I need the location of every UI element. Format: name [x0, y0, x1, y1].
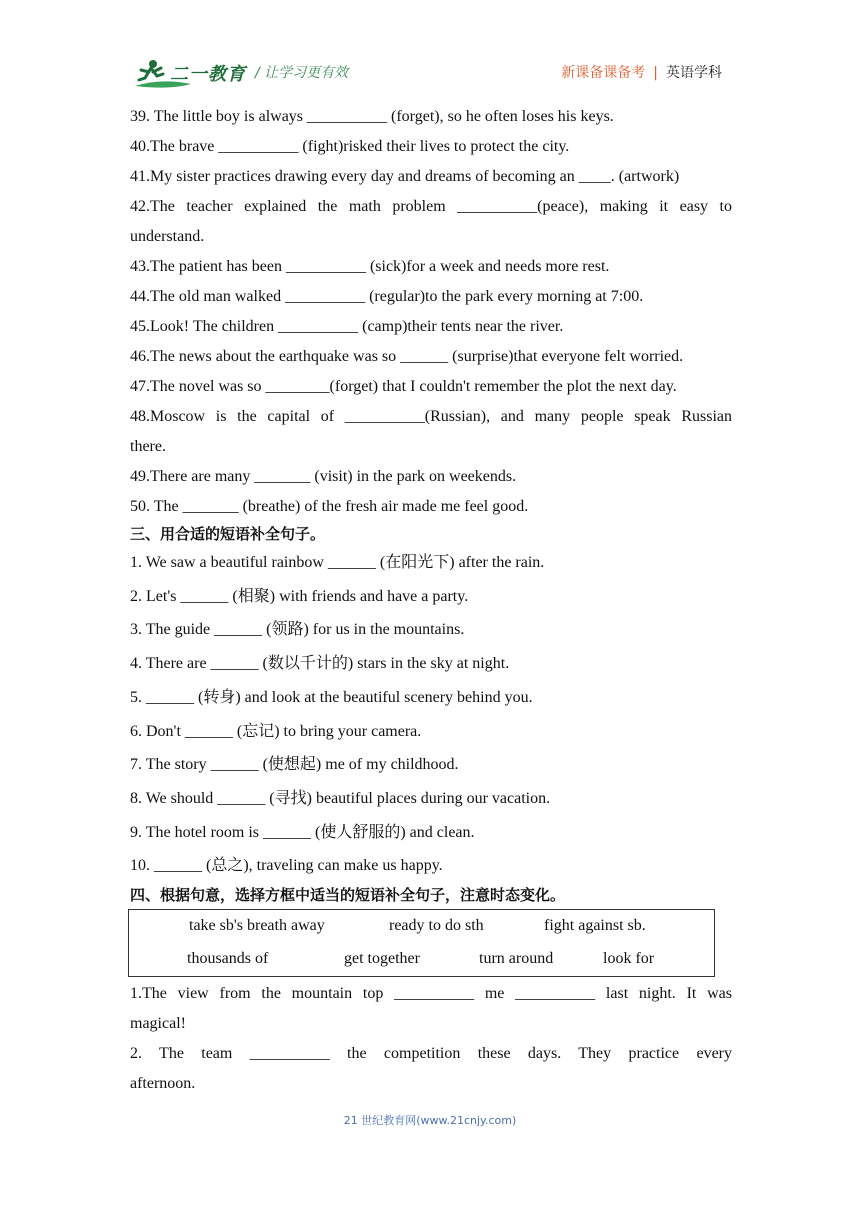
word-option: get together: [344, 950, 420, 968]
phrase-question-2: 2. Let's ______ (相聚) with friends and have a party.: [130, 587, 469, 605]
question-49: 49.There are many _______ (visit) in the park on weekends.: [130, 468, 517, 485]
header-course-label: 新课备课备考: [561, 65, 646, 81]
word-option: thousands of: [187, 950, 269, 968]
question-48-cont: there.: [130, 438, 166, 455]
question-50: 50. The _______ (breathe) of the fresh air made me feel good.: [130, 498, 529, 515]
phrase-question-7: 7. The story ______ (使想起) me of my childhood.: [130, 756, 459, 774]
question-47: 47.The novel was so ________(forget) that I couldn't remember the plot the next day.: [130, 378, 677, 395]
word-option: turn around: [479, 950, 554, 968]
phrase-question-4: 4. There are ______ (数以千计的) stars in the sky at night.: [130, 655, 510, 673]
question-42: 42.The teacher explained the math problem __________(peace), making it easy to: [130, 198, 732, 215]
word-option: fight against sb.: [544, 917, 646, 935]
question-45: 45.Look! The children __________ (camp)their tents near the river.: [130, 318, 564, 335]
box-question-1: 1.The view from the mountain top __________ me __________ last night. It was: [130, 985, 732, 1003]
box-question-1-cont: magical!: [130, 1015, 186, 1033]
question-40: 40.The brave __________ (fight)risked their lives to protect the city.: [130, 138, 570, 155]
question-39: 39. The little boy is always __________ (forget), so he often loses his keys.: [130, 108, 614, 125]
worksheet-content: [130, 102, 732, 1099]
slogan: / 让学习更有效: [255, 65, 349, 81]
header-subject-label: 英语学科: [666, 65, 722, 81]
question-41: 41.My sister practices drawing every day and dreams of becoming an ____. (artwork): [130, 168, 680, 185]
question-48: 48.Moscow is the capital of __________(Russian), and many people speak Russian: [130, 408, 732, 425]
logo-text: 二一教育: [170, 64, 246, 85]
word-box: [128, 909, 715, 977]
phrase-question-9: 9. The hotel room is ______ (使人舒服的) and clean.: [130, 823, 475, 841]
phrase-question-3: 3. The guide ______ (领路) for us in the mountains.: [130, 621, 465, 639]
page-header: [0, 0, 860, 100]
page-footer: 21 世纪教育网(www.21cnjy.com): [343, 1114, 517, 1127]
phrase-question-10: 10. ______ (总之), traveling can make us happy.: [130, 857, 443, 875]
word-option: ready to do sth: [389, 917, 484, 935]
word-option: look for: [603, 950, 655, 968]
question-42-cont: understand.: [130, 228, 205, 245]
header-separator: |: [653, 65, 658, 81]
phrase-question-1: 1. We saw a beautiful rainbow ______ (在阳光下) after the rain.: [130, 554, 545, 571]
phrase-question-6: 6. Don't ______ (忘记) to bring your camera.: [130, 722, 422, 740]
question-43: 43.The patient has been __________ (sick)for a week and needs more rest.: [130, 258, 610, 275]
box-question-2-cont: afternoon.: [130, 1075, 196, 1093]
section-4-title: 四、根据句意，选择方框中适当的短语补全句子，注意时态变化。: [130, 886, 566, 905]
phrase-question-5: 5. ______ (转身) and look at the beautiful scenery behind you.: [130, 688, 533, 706]
phrase-question-8: 8. We should ______ (寻找) beautiful places during our vacation.: [130, 789, 551, 807]
word-option: take sb's breath away: [189, 917, 325, 935]
box-question-2: 2. The team __________ the competition these days. They practice every: [130, 1045, 732, 1063]
question-44: 44.The old man walked __________ (regular)to the park every morning at 7:00.: [130, 288, 644, 305]
section-3-title: 三、用合适的短语补全句子。: [130, 525, 326, 543]
header-subject: [561, 62, 722, 82]
question-46: 46.The news about the earthquake was so ______ (surprise)that everyone felt worried.: [130, 348, 684, 365]
